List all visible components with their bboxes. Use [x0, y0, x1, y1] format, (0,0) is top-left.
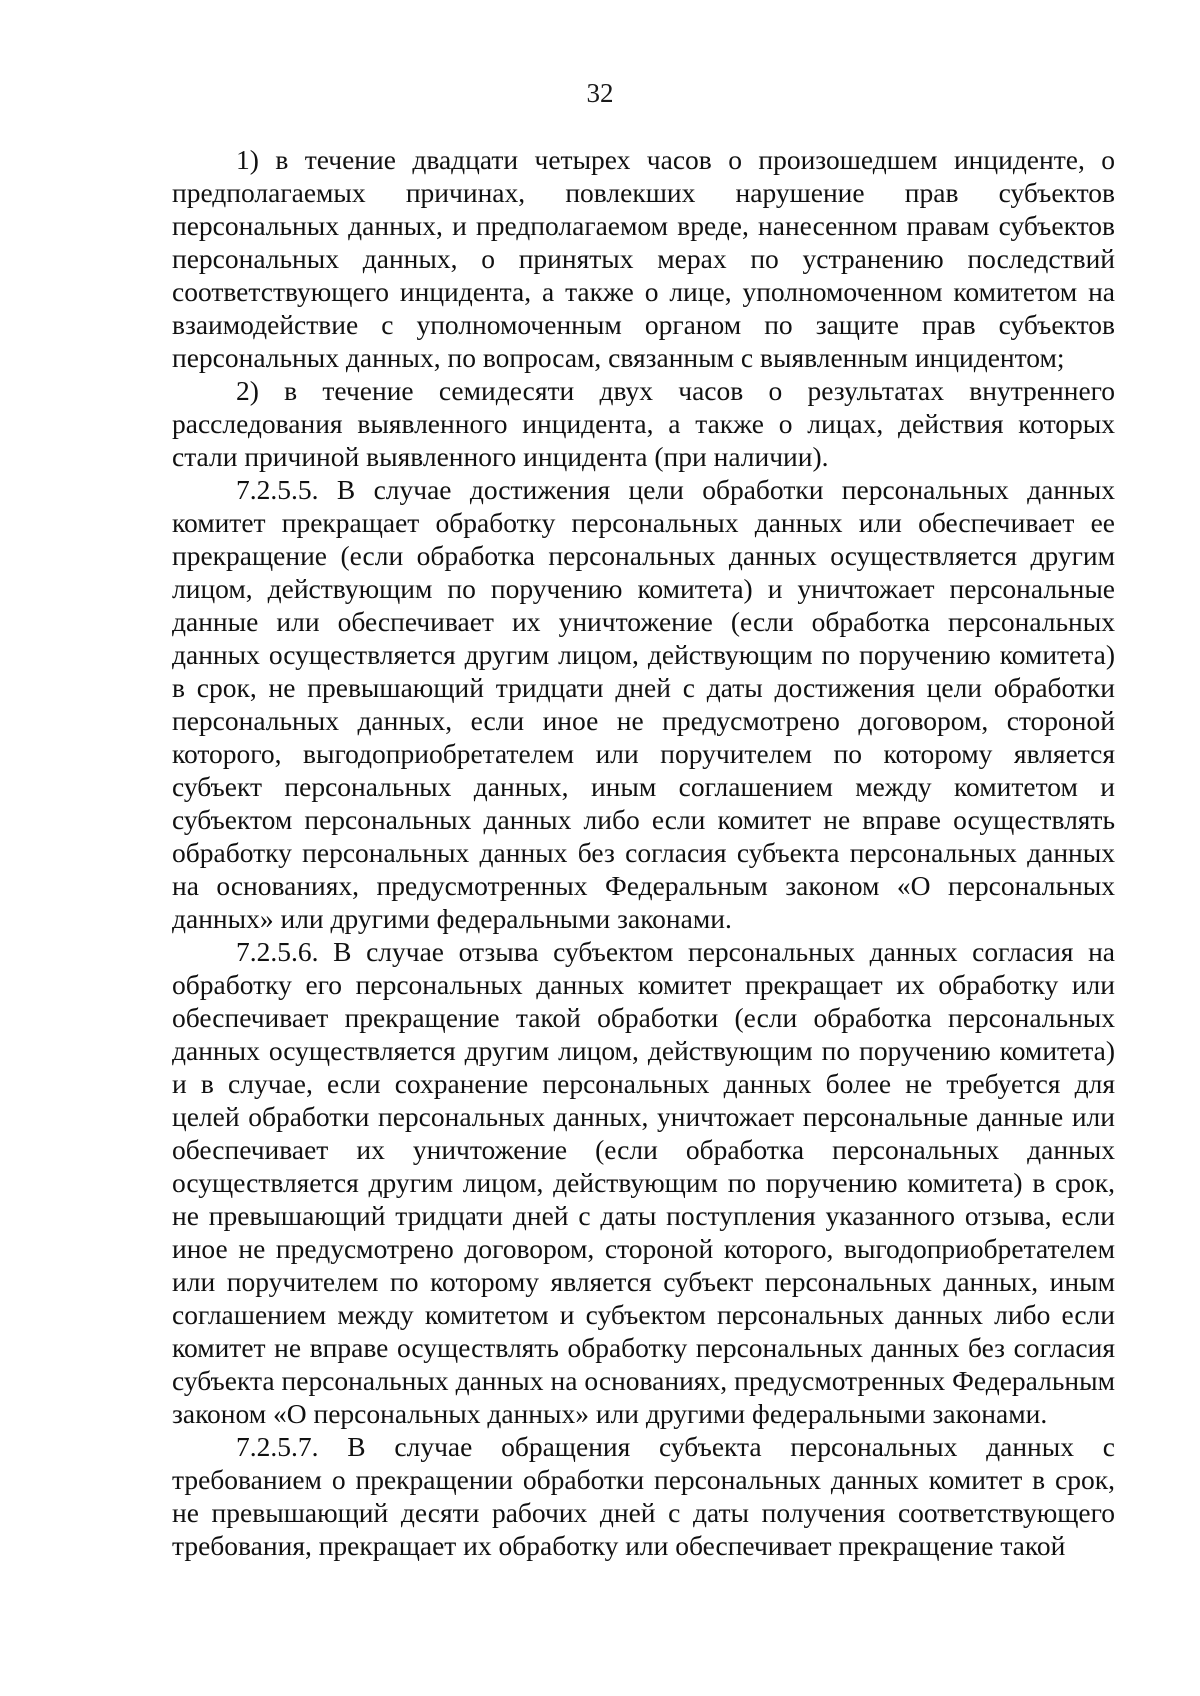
paragraph-7-2-5-6: 7.2.5.6. В случае отзыва субъектом персональных данных согласия на обработку его персональных данных комитет прекращает их обработку или обеспечивает прекращение такой обработки (если обработка персональных данных осуществляется другим лицом, действующим по поручению комитета) и в случае, если сохранение персональных данных более не требуется для целей обработки персональных данных, уничтожает персональные данные или обеспечивает их уничтожение (если обработка персональных данных осуществляется другим лицом, действующим по поручению комитета) в срок, не превышающий тридцати дней с даты поступления указанного отзыва, если иное не предусмотрено договором, стороной которого, выгодоприобретателем или поручителем по которому является субъект персональных данных, иным соглашением между комитетом и субъектом персональных данных либо если комитет не вправе осуществлять обработку персональных данных без согласия субъекта персональных данных на основаниях, предусмотренных Федеральным законом «О персональных данных» или другими федеральными законами. — [172, 936, 1115, 1429]
paragraph-7-2-5-7: 7.2.5.7. В случае обращения субъекта персональных данных с требованием о прекращении обработки персональных данных комитет в срок, не превышающий десяти рабочих дней с даты получения соответствующего требования, прекращает их обработку или обеспечивает прекращение такой — [172, 1431, 1115, 1561]
document-body — [172, 143, 1115, 1562]
paragraph-7-2-5-5: 7.2.5.5. В случае достижения цели обработки персональных данных комитет прекращает обработку персональных данных или обеспечивает ее прекращение (если обработка персональных данных осуществляется другим лицом, действующим по поручению комитета) и уничтожает персональные данные или обеспечивает их уничтожение (если обработка персональных данных осуществляется другим лицом, действующим по поручению комитета) в срок, не превышающий тридцати дней с даты достижения цели обработки персональных данных, если иное не предусмотрено договором, стороной которого, выгодоприобретателем или поручителем по которому является субъект персональных данных, иным соглашением между комитетом и субъектом персональных данных либо если комитет не вправе осуществлять обработку персональных данных без согласия субъекта персональных данных на основаниях, предусмотренных Федеральным законом «О персональных данных» или другими федеральными законами. — [172, 474, 1115, 934]
paragraph-item-1: 1) в течение двадцати четырех часов о произошедшем инциденте, о предполагаемых причинах, повлекших нарушение прав субъектов персональных данных, и предполагаемом вреде, нанесенном правам субъектов персональных данных, о принятых мерах по устранению последствий соответствующего инцидента, а также о лице, уполномоченном комитетом на взаимодействие с уполномоченным органом по защите прав субъектов персональных данных, по вопросам, связанным с выявленным инцидентом; — [172, 144, 1115, 373]
page-number: 32 — [586, 78, 614, 108]
paragraph-item-2: 2) в течение семидесяти двух часов о результатах внутреннего расследования выявленного инцидента, а также о лицах, действия которых стали причиной выявленного инцидента (при наличии). — [172, 375, 1115, 472]
